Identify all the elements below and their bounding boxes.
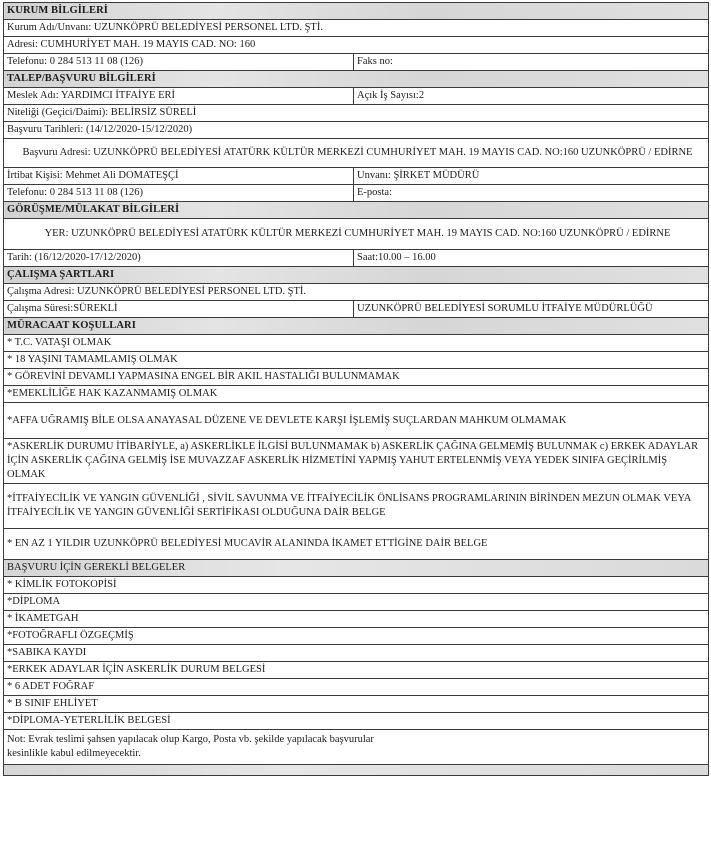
kurum-telefon: Telefonu: 0 284 513 11 08 (126) [4, 54, 354, 71]
kurum-header: KURUM BİLGİLERİ [4, 3, 709, 20]
talep-eposta: E-posta: [354, 185, 709, 202]
section-header-kurum [4, 3, 709, 20]
calisma-sure: Çalışma Süresi:SÜREKLİ [4, 301, 354, 318]
muracaat-item: *İTFAİYECİLİK VE YANGIN GÜVENLİĞİ , SİVİL SAVUNMA VE İTFAİYECİLİK ÖNLİSANS PROGRAMLARININ BİRİNDEN MEZUN OLMAK VEYA İTFAİYECİLİK VE YANGIN GÜVENLİĞİ SERTİFİKASI OLDUĞUNA DAİR BELGE [4, 484, 709, 529]
section-header-belgeler [4, 560, 709, 577]
section-header-talep [4, 71, 709, 88]
belge-item: *SABIKA KAYDI [4, 645, 709, 662]
talep-acik-is: Açık İş Sayısı:2 [354, 88, 709, 105]
gorusme-header: GÖRÜŞME/MÜLAKAT BİLGİLERİ [4, 202, 709, 219]
form-table [3, 2, 709, 776]
muracaat-header: MÜRACAAT KOŞULLARI [4, 318, 709, 335]
talep-telefon: Telefonu: 0 284 513 11 08 (126) [4, 185, 354, 202]
kurum-faks: Faks no: [354, 54, 709, 71]
section-header-calisma [4, 267, 709, 284]
muracaat-item: * 18 YAŞINI TAMAMLAMIŞ OLMAK [4, 352, 709, 369]
calisma-birim: UZUNKÖPRÜ BELEDİYESİ SORUMLU İTFAİYE MÜDÜRLÜĞÜ [354, 301, 709, 318]
belge-item: *DİPLOMA-YETERLİLİK BELGESİ [4, 713, 709, 730]
talep-basvuru-adresi: Başvuru Adresi: UZUNKÖPRÜ BELEDİYESİ ATATÜRK KÜLTÜR MERKEZİ CUMHURİYET MAH. 19 MAYIS CAD. NO:160 UZUNKÖPRÜ / EDİRNE [4, 139, 709, 168]
belge-item: *FOTOĞRAFLI ÖZGEÇMİŞ [4, 628, 709, 645]
muracaat-item: * GÖREVİNİ DEVAMLI YAPMASINA ENGEL BİR AKIL HASTALIĞI BULUNMAMAK [4, 369, 709, 386]
footer-band [4, 765, 709, 776]
kurum-adres: Adresi: CUMHURİYET MAH. 19 MAYIS CAD. NO: 160 [4, 37, 709, 54]
talep-unvan: Unvanı: ŞİRKET MÜDÜRÜ [354, 168, 709, 185]
kurum-unvan: Kurum Adı/Unvanı: UZUNKÖPRÜ BELEDİYESİ PERSONEL LTD. ŞTİ. [4, 20, 709, 37]
job-posting-form [3, 2, 708, 776]
belgeler-note: Not: Evrak teslimi şahsen yapılacak olup Kargo, Posta vb. şekilde yapılacak başvurular kesinlikle kabul edilmeyecektir. [4, 730, 709, 765]
calisma-adres: Çalışma Adresi: UZUNKÖPRÜ BELEDİYESİ PERSONEL LTD. ŞTİ. [4, 284, 709, 301]
gorusme-saat: Saat:10.00 – 16.00 [354, 250, 709, 267]
section-header-gorusme [4, 202, 709, 219]
calisma-header: ÇALIŞMA ŞARTLARI [4, 267, 709, 284]
talep-tarihler: Başvuru Tarihleri: (14/12/2020-15/12/2020) [4, 122, 709, 139]
muracaat-item: * EN AZ 1 YILDIR UZUNKÖPRÜ BELEDİYESİ MUCAVİR ALANINDA İKAMET ETTİGİNE DAİR BELGE [4, 529, 709, 560]
gorusme-yer: YER: UZUNKÖPRÜ BELEDİYESİ ATATÜRK KÜLTÜR MERKEZİ CUMHURİYET MAH. 19 MAYIS CAD. NO:160 UZUNKÖPRÜ / EDİRNE [4, 219, 709, 250]
belge-item: *DİPLOMA [4, 594, 709, 611]
belge-item: * İKAMETGAH [4, 611, 709, 628]
gorusme-tarih: Tarih: (16/12/2020-17/12/2020) [4, 250, 354, 267]
muracaat-item: *AFFA UĞRAMIŞ BİLE OLSA ANAYASAL DÜZENE VE DEVLETE KARŞI İŞLEMİŞ SUÇLARDAN MAHKUM OLMAMAK [4, 403, 709, 439]
belge-item: *ERKEK ADAYLAR İÇİN ASKERLİK DURUM BELGESİ [4, 662, 709, 679]
belge-item: * 6 ADET FOĞRAF [4, 679, 709, 696]
belge-item: * B SINIF EHLİYET [4, 696, 709, 713]
talep-irtibat: İrtibat Kişisi: Mehmet Ali DOMATEŞÇİ [4, 168, 354, 185]
footer-band-cell [4, 765, 709, 776]
talep-meslek: Meslek Adı: YARDIMCI İTFAİYE ERİ [4, 88, 354, 105]
belgeler-header: BAŞVURU İÇİN GEREKLİ BELGELER [4, 560, 709, 577]
belge-item: * KİMLİK FOTOKOPİSİ [4, 577, 709, 594]
section-header-muracaat [4, 318, 709, 335]
muracaat-item: *ASKERLİK DURUMU İTİBARİYLE, a) ASKERLİKLE İLGİSİ BULUNMAMAK b) ASKERLİK ÇAĞINA GELMEMİŞ BULUNMAK c) ERKEK ADAYLAR İÇİN ASKERLİK ÇAĞINA GELMİŞ İSE MUVAZZAF ASKERLİK HİZMETİNİ YAPMIŞ YAHUT ERTELENMİŞ VEYA YEDEK SINIFA GEÇİRİLMİŞ OLMAK [4, 439, 709, 484]
muracaat-item: * T.C. VATAŞI OLMAK [4, 335, 709, 352]
talep-header: TALEP/BAŞVURU BİLGİLERİ [4, 71, 709, 88]
talep-niteligi: Niteliği (Geçici/Daimi): BELİRSİZ SÜRELİ [4, 105, 709, 122]
muracaat-item: *EMEKLİLİĞE HAK KAZANMAMIŞ OLMAK [4, 386, 709, 403]
